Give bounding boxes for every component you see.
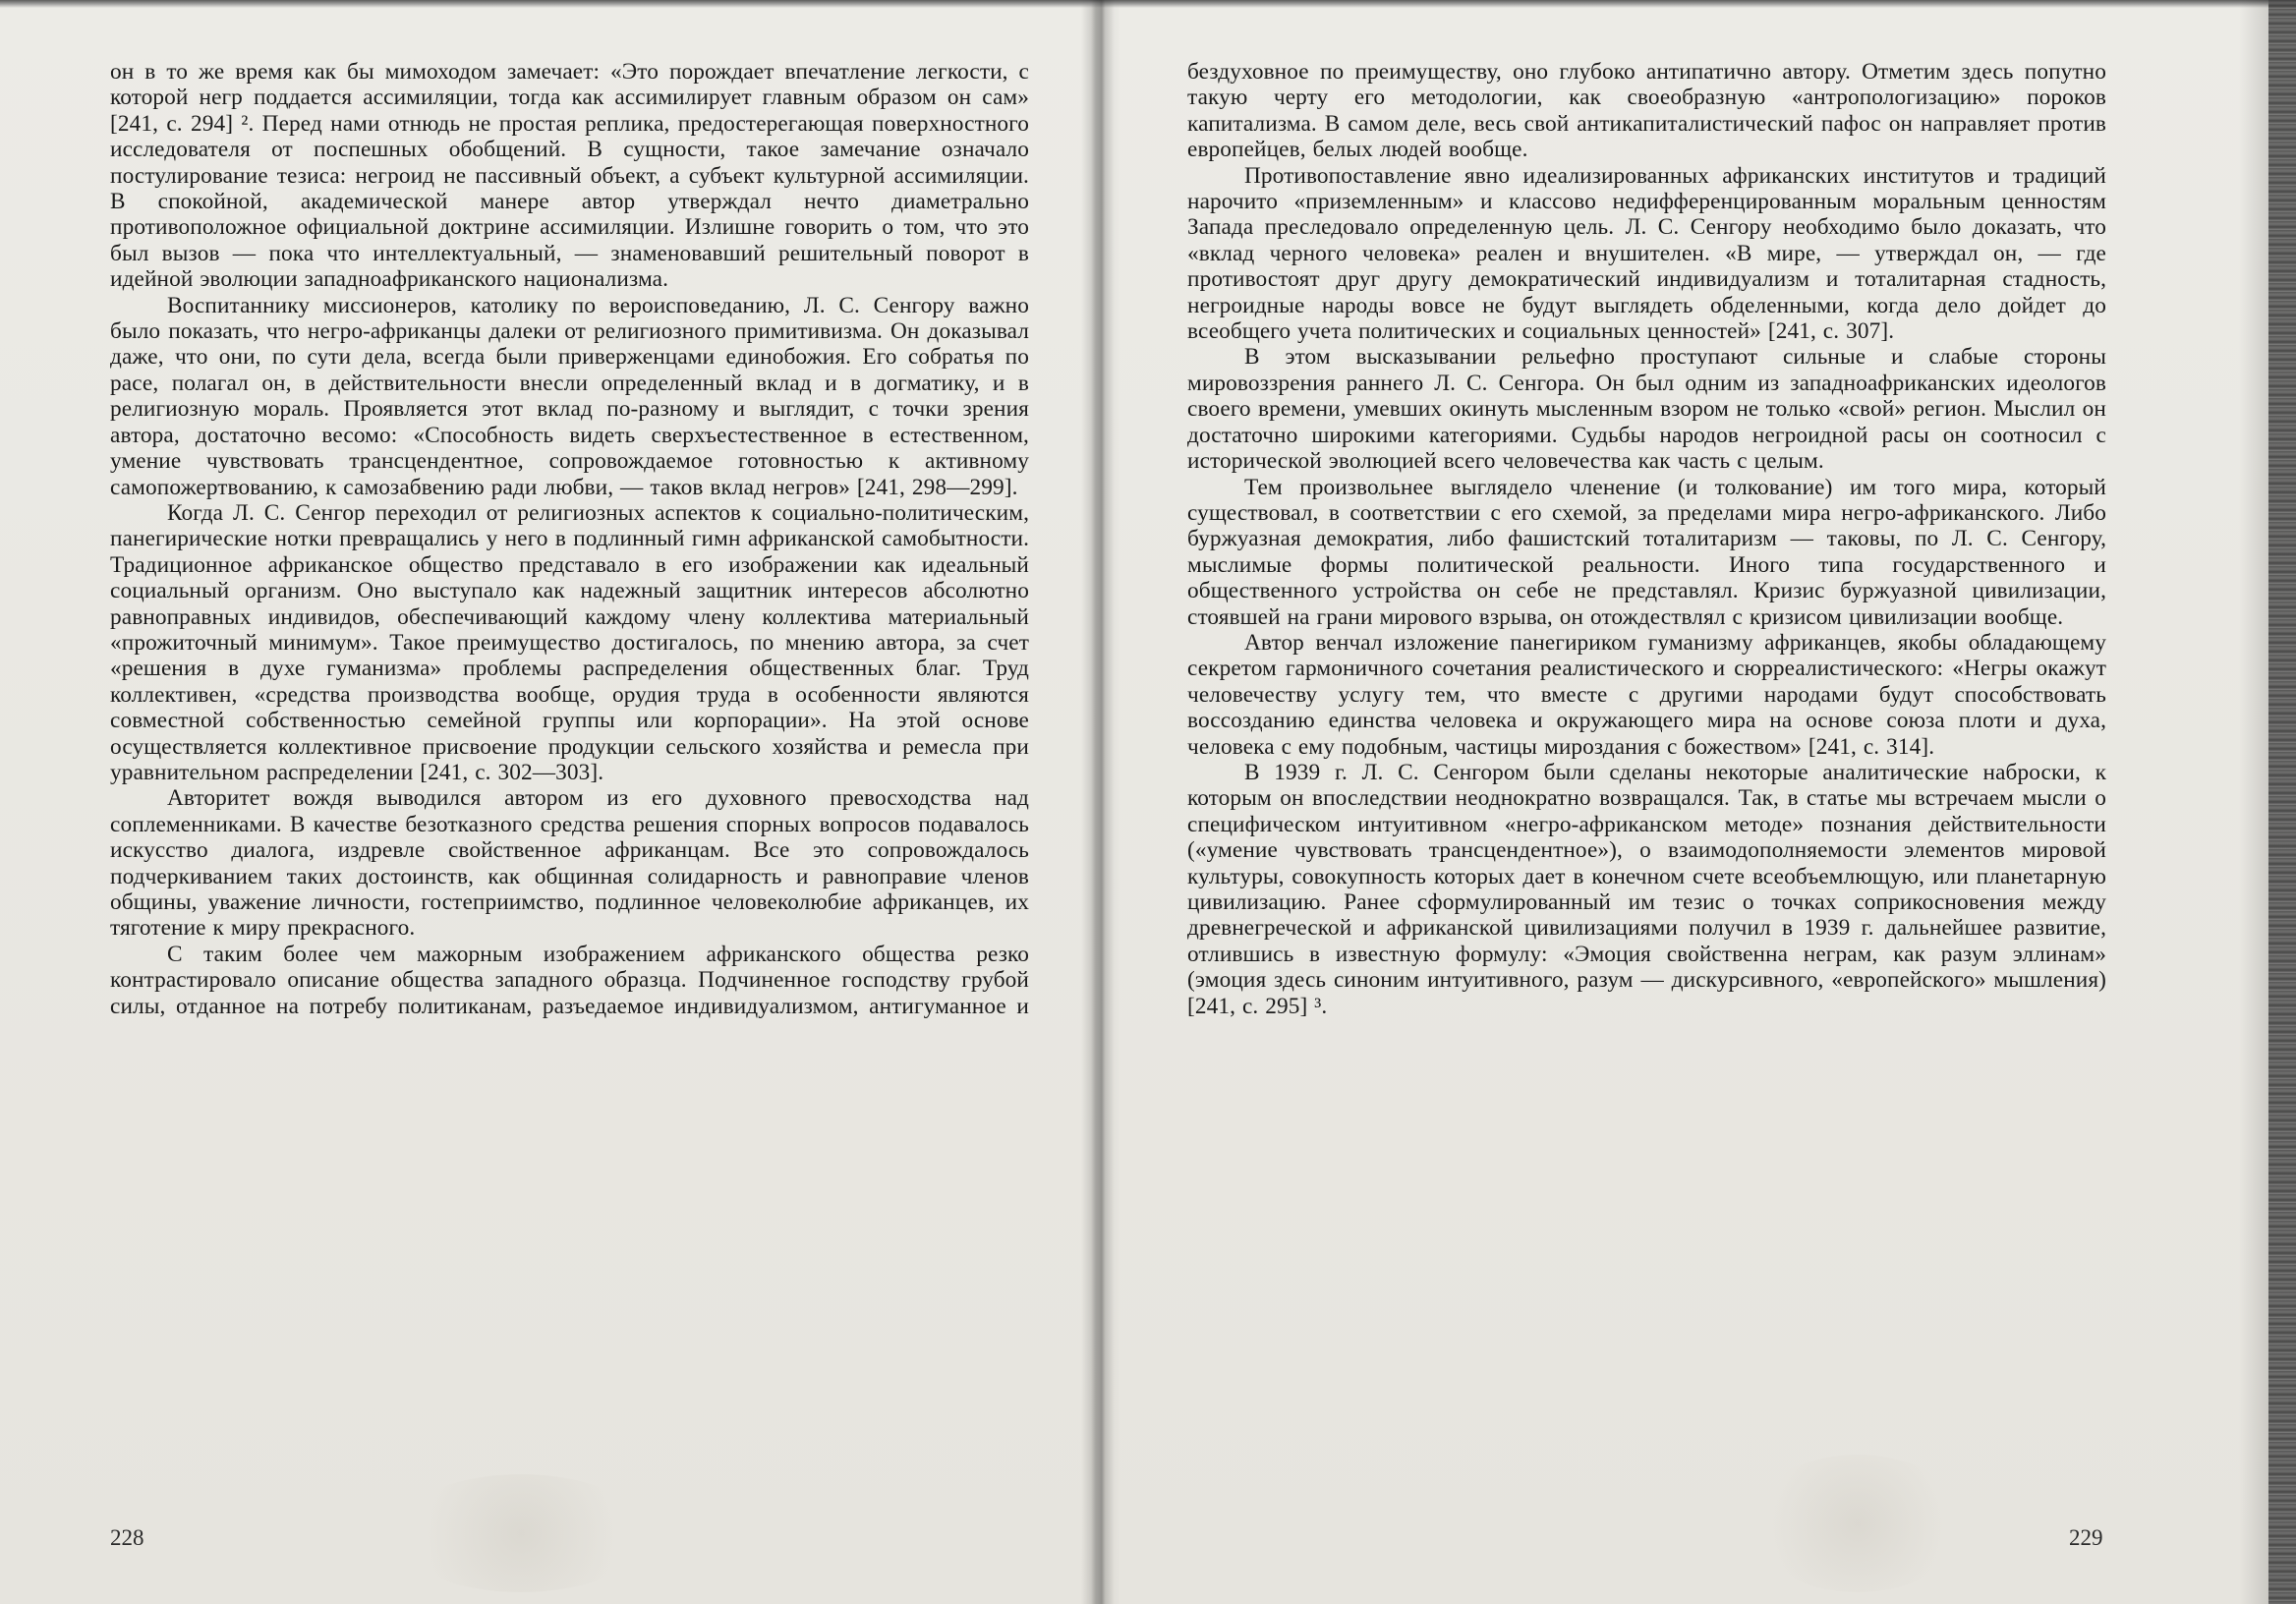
paragraph: Воспитаннику миссионеров, католику по вероисповеданию, Л. С. Сенгору важно было показать, что негро-африканцы далеки от религиозного примитивизма. Он доказывал даже, что они, по сути дела, всегда были приверженцами единобожия. Его собратья по расе, полагал он, в действительности внесли определенный вклад и в догматику, и в религиозную мораль. Проявляется этот вклад по-разному и выглядит, с точки зрения автора, достаточно весомо: «Способность видеть сверхъестественное в естественном, умение чувствовать трансцендентное, сопровождаемое готовностью к активному самопожертвованию, к самозабвению ради любви, — таков вклад негров» [241, 298—299]. xyxy=(110,292,1029,500)
paragraph: Тем произвольнее выглядело членение (и толкование) им того мира, который существовал, в соответствии с его схемой, за пределами мира негро-африканского. Либо буржуазная демократия, либо фашистский тоталитаризм — таковы, по Л. С. Сенгору, мыслимые формы политической реальности. Иного типа государственного и общественного устройства он себе не представлял. Кризис буржуазной цивилизации, стоявшей на грани мирового взрыва, он отождествлял с кризисом цивилизации вообще. xyxy=(1187,474,2106,630)
book-gutter xyxy=(1091,0,1115,1604)
paragraph: С таким более чем мажорным изображением африканского общества резко контрастировало описание общества западного образца. Подчиненное господству грубой силы, отданное на потребу политиканам, разъедаемое индивидуализмом, антигуманное и xyxy=(110,941,1029,1019)
paragraph: он в то же время как бы мимоходом замечает: «Это порождает впечатление легкости, с которой негр поддается ассимиляции, тогда как ассимилирует главным образом он сам» [241, с. 294] ². Перед нами отнюдь не простая реплика, предостерегающая поверхностного исследователя от поспешных обобщений. В сущности, такое замечание означало постулирование тезиса: негроид не пассивный объект, а субъект культурной ассимиляции. В спокойной, академической манере автор утверждал нечто диаметрально противоположное официальной доктрине ассимиляции. Излишне говорить о том, что это был вызов — пока что интеллектуальный, — знаменовавший решительный поворот в идейной эволюции западноафриканского национализма. xyxy=(110,59,1029,293)
left-page xyxy=(110,59,1029,1019)
paper-stain xyxy=(393,1474,649,1592)
paragraph: Противопоставление явно идеализированных африканских институтов и традиций нарочито «приземленным» и классово недифференцированным моральным ценностям Запада преследовало определенную цель. Л. С. Сенгору необходимо было доказать, что «вклад черного человека» реален и внушителен. «В мире, — утверждал он, — где противостоят друг другу демократический индивидуализм и тоталитарная стадность, негроидные народы вовсе не будут выглядеть обделенными, когда дело дойдет до всеобщего учета политических и социальных ценностей» [241, с. 307]. xyxy=(1187,162,2106,345)
page-edge-shadow xyxy=(2239,0,2268,1604)
right-page xyxy=(1187,59,2106,1019)
page-stack-edge xyxy=(2268,0,2296,1604)
paragraph: Авторитет вождя выводился автором из его духовного превосходства над соплеменниками. В качестве безотказного средства решения спорных вопросов подавалось искусство диалога, издревле свойственное африканцам. Все это сопровождалось подчеркиванием таких достоинств, как общинная солидарность и равноправие членов общины, уважение личности, гостеприимство, подлинное человеколюбие африканцев, их тяготение к миру прекрасного. xyxy=(110,785,1029,942)
page-top-edge xyxy=(0,0,2296,8)
paragraph: В 1939 г. Л. С. Сенгором были сделаны некоторые аналитические наброски, к которым он впоследствии неоднократно возвращался. Так, в статье мы встречаем мысли о специфическом интуитивном «негро-африканском методе» познания действительности («умение чувствовать трансцендентное»), о взаимодополняемости элементов мировой культуры, совокупность которых дает в конечном счете всеобъемлющую, или планетарную цивилизацию. Ранее сформулированный им тезис о точках соприкосновения между древнегреческой и африканской цивилизациями получил в 1939 г. дальнейшее развитие, отлившись в известную формулу: «Эмоция свойственна неграм, как разум эллинам» (эмоция здесь синоним интуитивного, разум — дискурсивного, «европейского» мышления) [241, с. 295] ³. xyxy=(1187,759,2106,1019)
paragraph: бездуховное по преимуществу, оно глубоко антипатично автору. Отметим здесь попутно такую черту его методологии, как своеобразную «антропологизацию» пороков капитализма. В самом деле, весь свой антикапиталистический пафос он направляет против европейцев, белых людей вообще. xyxy=(1187,59,2106,163)
paragraph: В этом высказывании рельефно проступают сильные и слабые стороны мировоззрения раннего Л. С. Сенгора. Он был одним из западноафриканских идеологов своего времени, умевших окинуть мысленным взором не только «свой» регион. Мыслил он достаточно широкими категориями. Судьбы народов негроидной расы он соотносил с исторической эволюцией всего человечества как часть с целым. xyxy=(1187,344,2106,475)
paragraph: Автор венчал изложение панегириком гуманизму африканцев, якобы обладающему секретом гармоничного сочетания реалистического и сюрреалистического: «Негры окажут человечеству услугу тем, что вместе с другими народами будут способствовать воссозданию единства человека и окружающего мира на основе союза плоти и духа, человека с ему подобным, частицы мироздания с божеством» [241, с. 314]. xyxy=(1187,629,2106,760)
paragraph: Когда Л. С. Сенгор переходил от религиозных аспектов к социально-политическим, панегирические нотки превращались у него в подлинный гимн африканской самобытности. Традиционное африканское общество представало в его изображении как идеальный социальный организм. Оно выступало как надежный защитник интересов абсолютно равноправных индивидов, обеспечивающий каждому члену коллектива материальный «прожиточный минимум». Такое преимущество достигалось, по мнению автора, за счет «решения в духе гуманизма» проблемы распределения общественных благ. Труд коллективен, «средства производства вообще, орудия труда в особенности являются совместной собственностью семейной группы или корпорации». На этой основе осуществляется коллективное присвоение продукции сельского хозяйства и ремесла при уравнительном распределении [241, с. 302—303]. xyxy=(110,499,1029,785)
page-number: 228 xyxy=(110,1525,144,1550)
paper-stain xyxy=(1750,1455,1966,1592)
page-number: 229 xyxy=(2069,1525,2103,1550)
